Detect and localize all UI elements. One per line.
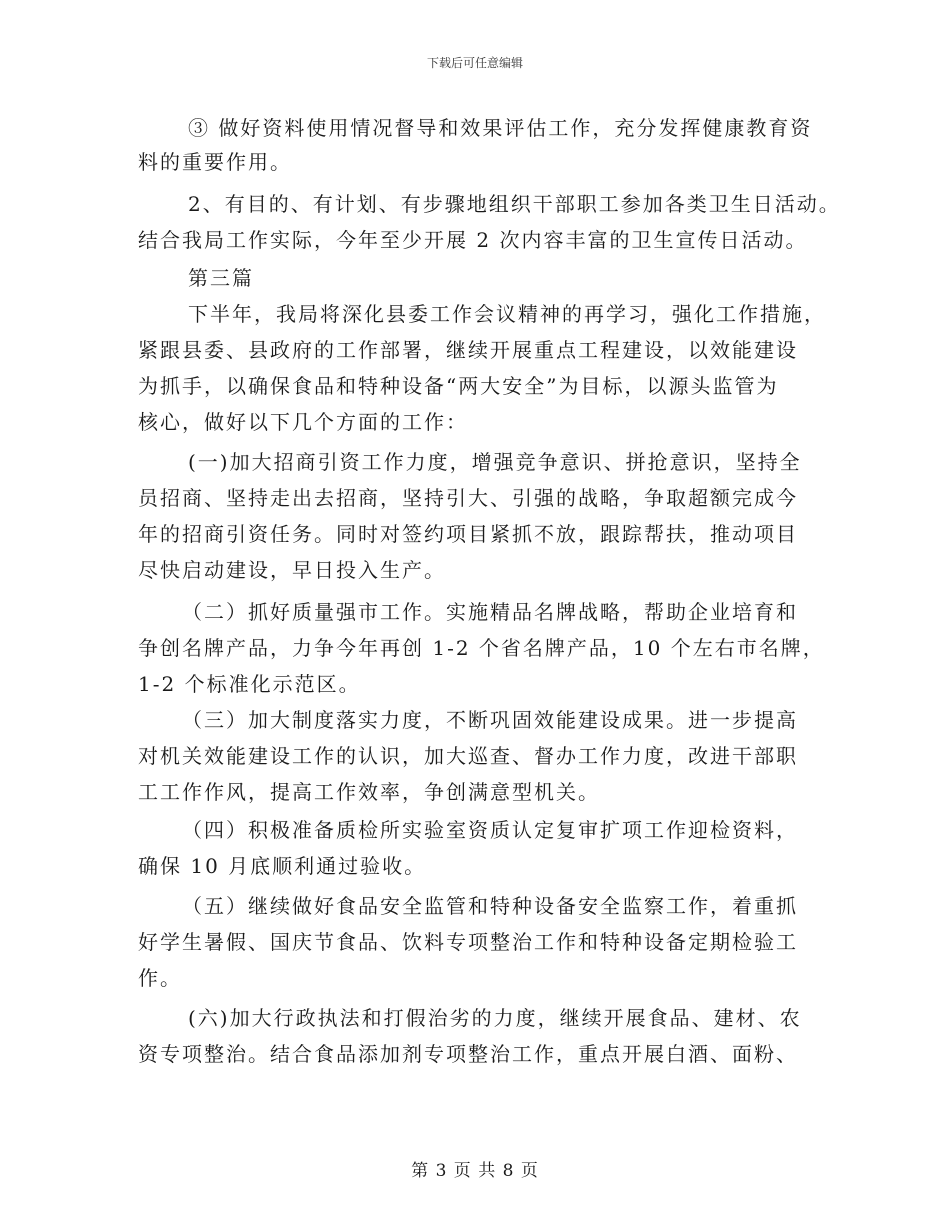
text-line: (一)加大招商引资工作力度，增强竞争意识、拼抢意识，坚持全 xyxy=(188,450,802,474)
text-line: 对机关效能建设工作的认识，加大巡查、督办工作力度，改进干部职 xyxy=(138,744,798,768)
text-line: （四）积极准备质检所实验室资质认定复审扩项工作迎检资料， xyxy=(182,818,798,842)
text-line: (六)加大行政执法和打假治劣的力度，继续开展食品、建材、农 xyxy=(188,1006,802,1030)
text-line: （五）继续做好食品安全监管和特种设备安全监察工作，着重抓 xyxy=(182,894,798,918)
text-line: （三）加大制度落实力度，不断巩固效能建设成果。进一步提高 xyxy=(182,708,798,732)
page-footer: 第 3 页 共 8 页 xyxy=(411,1161,539,1181)
text-line: 工工作作风，提高工作效率，争创满意型机关。 xyxy=(138,780,600,804)
page-header: 下载后可任意编辑 xyxy=(426,56,523,70)
text-line: 料的重要作用。 xyxy=(138,150,292,174)
text-line: 作。 xyxy=(138,966,182,990)
text-line: 核心，做好以下几个方面的工作： xyxy=(138,410,468,434)
text-line: 年的招商引资任务。同时对签约项目紧抓不放，跟踪帮扶，推动项目 xyxy=(138,522,798,546)
text-line: 资专项整治。结合食品添加剂专项整治工作，重点开展白酒、面粉、 xyxy=(138,1042,798,1066)
text-line: （二）抓好质量强市工作。实施精品名牌战略，帮助企业培育和 xyxy=(182,600,798,624)
text-line: 1-2 个标准化示范区。 xyxy=(138,672,361,696)
section-heading: 第三篇 xyxy=(188,266,254,290)
text-line: 好学生暑假、国庆节食品、饮料专项整治工作和特种设备定期检验工 xyxy=(138,930,798,954)
text-line: 尽快启动建设，早日投入生产。 xyxy=(138,558,446,582)
text-line: ③ 做好资料使用情况督导和效果评估工作，充分发挥健康教育资 xyxy=(188,116,813,140)
text-line: 争创名牌产品，力争今年再创 1-2 个省名牌产品，10 个左右市名牌， xyxy=(138,636,825,660)
text-line: 确保 10 月底顺利通过验收。 xyxy=(138,854,427,878)
text-line: 员招商、坚持走出去招商，坚持引大、引强的战略，争取超额完成今 xyxy=(138,486,798,510)
text-line: 结合我局工作实际，今年至少开展 2 次内容丰富的卫生宣传日活动。 xyxy=(138,228,808,252)
text-line: 紧跟县委、县政府的工作部署，继续开展重点工程建设，以效能建设 xyxy=(138,338,798,362)
text-line: 下半年，我局将深化县委工作会议精神的再学习，强化工作措施， xyxy=(188,302,826,326)
text-line: 为抓手，以确保食品和特种设备“两大安全”为目标，以源头监管为 xyxy=(138,374,779,398)
text-line: 2、有目的、有计划、有步骤地组织干部职工参加各类卫生日活动。 xyxy=(188,192,841,216)
